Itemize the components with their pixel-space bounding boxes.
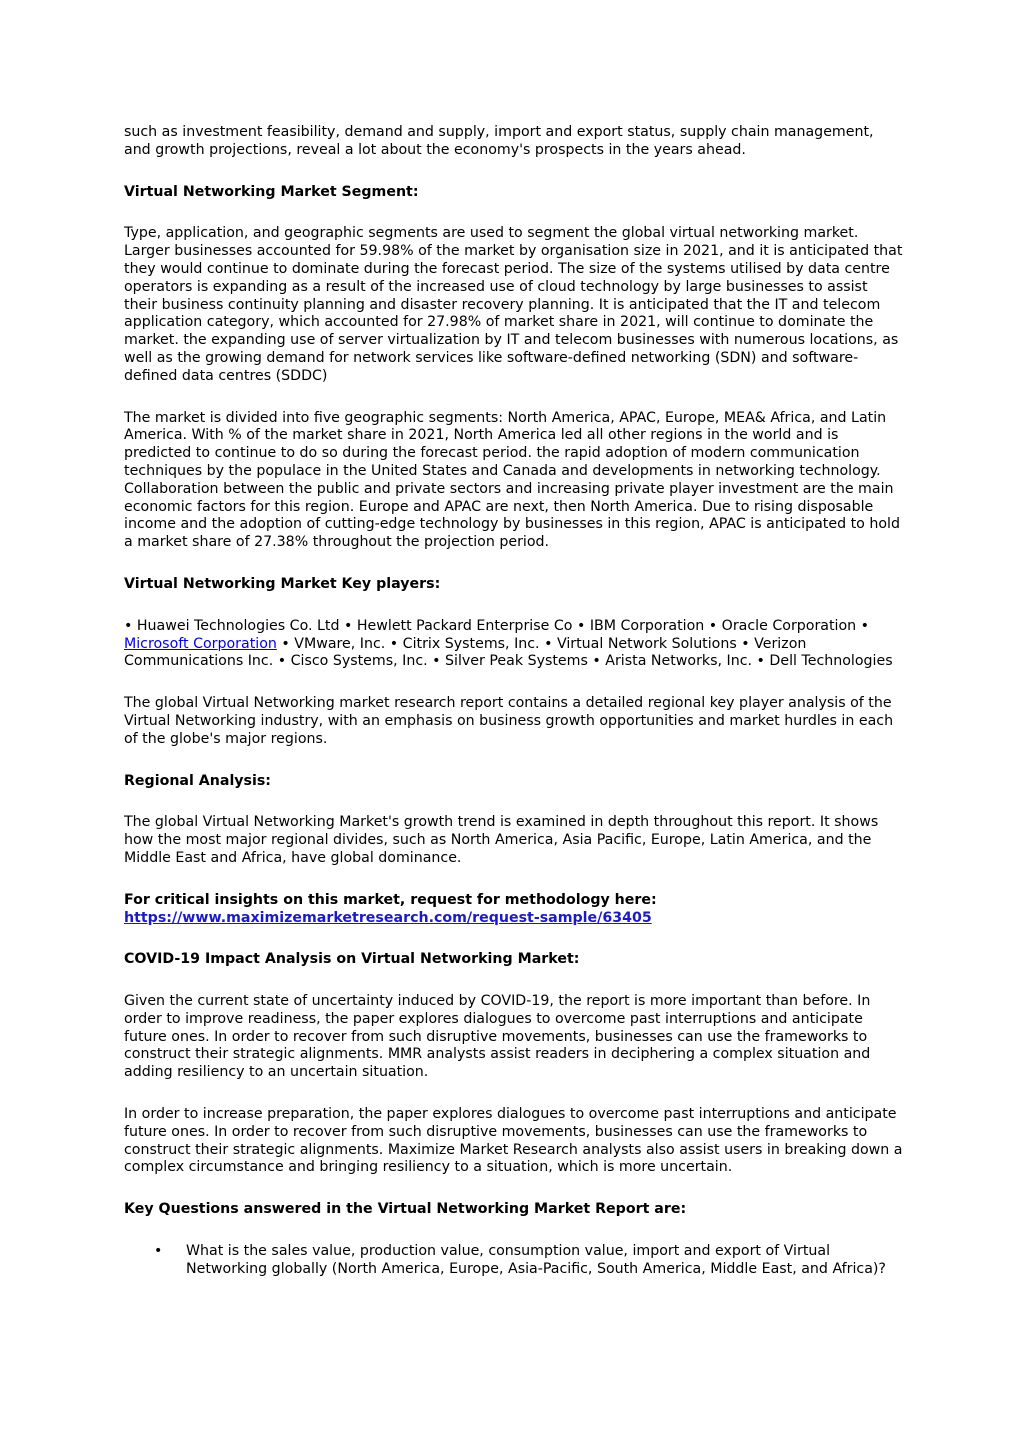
players-paragraph — [124, 618, 904, 671]
players-text-after: • VMware, Inc. • Citrix Systems, Inc. • Virtual Network Solutions • Verizon Communications Inc. • Cisco Systems, Inc. • Silver Peak Systems • Arista Networks, Inc. • Dell Technologies — [124, 635, 893, 670]
questions-heading: Key Questions answered in the Virtual Networking Market Report are: — [124, 1201, 687, 1218]
document-page — [124, 124, 904, 1295]
microsoft-corporation-link[interactable]: Microsoft Corporation — [124, 635, 277, 652]
players-report-paragraph: The global Virtual Networking market research report contains a detailed regional key player analysis of the Virtual Networking industry, with an emphasis on business growth opportunities and market hurdles in each of the globe's major regions. — [124, 695, 894, 747]
question-text: What is the sales value, production value, consumption value, import and export of Virtual Networking globally (North America, Europe, Asia-Pacific, South America, Middle East, and Africa)? — [186, 1243, 886, 1277]
request-sample-link[interactable]: https://www.maximizemarketresearch.com/request-sample/63405 — [124, 909, 652, 926]
players-text-before: • Huawei Technologies Co. Ltd • Hewlett Packard Enterprise Co • IBM Corporation • Oracle Corporation • — [124, 617, 870, 634]
players-heading: Virtual Networking Market Key players: — [124, 575, 441, 592]
covid-paragraph-1: Given the current state of uncertainty induced by COVID-19, the report is more important than before. In order to improve readiness, the paper explores dialogues to overcome past interruptions and anticipate future ones. In order to recover from such disruptive movements, businesses can use the frameworks to construct their strategic alignments. MMR analysts assist readers in deciphering a complex situation and adding resiliency to an uncertain situation. — [124, 993, 871, 1081]
methodology-request-text: For critical insights on this market, request for methodology here: — [124, 891, 657, 908]
covid-heading: COVID-19 Impact Analysis on Virtual Networking Market: — [124, 951, 580, 968]
questions-list — [124, 1243, 904, 1279]
methodology-request — [124, 892, 904, 928]
intro-paragraph: such as investment feasibility, demand and supply, import and export status, supply chain management, and growth projections, reveal a lot about the economy's prospects in the years ahead. — [124, 124, 874, 158]
bullet-icon: • — [154, 1243, 163, 1260]
segment-heading: Virtual Networking Market Segment: — [124, 183, 419, 200]
regional-paragraph: The global Virtual Networking Market's growth trend is examined in depth throughout this report. It shows how the most major regional divides, such as North America, Asia Pacific, Europe, Latin America, and the Middle East and Africa, have global dominance. — [124, 814, 879, 866]
segment-paragraph-1: Type, application, and geographic segments are used to segment the global virtual networking market. Larger businesses accounted for 59.98% of the market by organisation size in 2021, and it is anticipated that they would continue to dominate during the forecast period. The size of the systems utilised by data centre operators is expanding as a result of the increased use of cloud technology by large businesses to assist their business continuity planning and disaster recovery planning. It is anticipated that the IT and telecom application category, which accounted for 27.98% of market share in 2021, will continue to dominate the market. the expanding use of server virtualization by IT and telecom businesses with numerous locations, as well as the growing demand for network services like software-defined networking (SDN) and software-defined data centres (SDDC) — [124, 225, 903, 384]
list-item — [124, 1243, 904, 1279]
segment-paragraph-2: The market is divided into five geographic segments: North America, APAC, Europe, MEA& Africa, and Latin America. With % of the market share in 2021, North America led all other regions in the world and is predicted to continue to do so during the forecast period. the rapid adoption of modern communication techniques by the populace in the United States and Canada and developments in networking technology. Collaboration between the public and private sectors and increasing private player investment are the main economic factors for this region. Europe and APAC are next, then North America. Due to rising disposable income and the adoption of cutting-edge technology by businesses in this region, APAC is anticipated to hold a market share of 27.38% throughout the projection period. — [124, 409, 900, 551]
covid-paragraph-2: In order to increase preparation, the paper explores dialogues to overcome past interruptions and anticipate future ones. In order to recover from such disruptive movements, businesses can use the frameworks to construct their strategic alignments. Maximize Market Research analysts also assist users in breaking down a complex circumstance and bringing resiliency to a situation, which is more uncertain. — [124, 1106, 903, 1176]
regional-heading: Regional Analysis: — [124, 772, 271, 789]
